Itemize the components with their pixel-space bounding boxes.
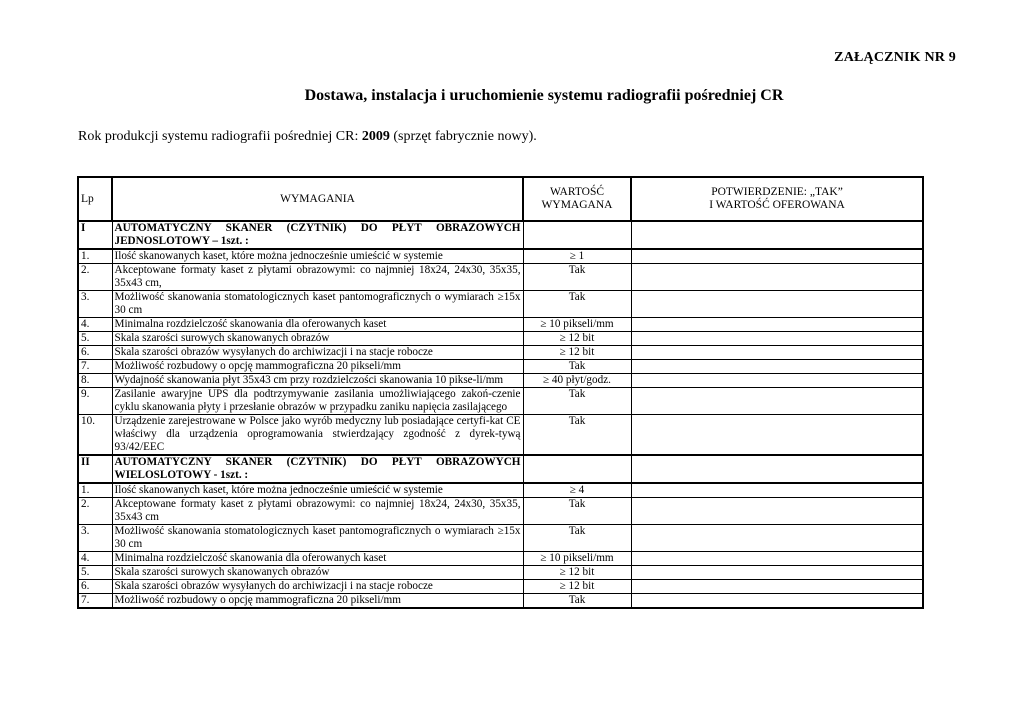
- row-required-value: Tak: [523, 525, 631, 552]
- row-requirement: Zasilanie awaryjne UPS dla podtrzymywanie zasilania umożliwiającego zakoń-czenie cyklu skanowania płyty i przesłanie obrazów w przypadku zaniku napięcia zasilającego: [112, 388, 523, 415]
- row-number: 5.: [78, 332, 112, 346]
- row-requirement: Urządzenie zarejestrowane w Polsce jako wyrób medyczny lub posiadające certyfi-kat CE właściwy dla urządzenia oprogramowania stwierdzający zgodność z dyrek-tywą 93/42/EEC: [112, 415, 523, 456]
- row-required-value: [523, 455, 631, 483]
- row-number: 1.: [78, 483, 112, 498]
- row-number: 9.: [78, 388, 112, 415]
- row-number: 3.: [78, 291, 112, 318]
- header-required-value: [523, 177, 631, 221]
- table-body: [78, 221, 923, 608]
- row-required-value: Tak: [523, 264, 631, 291]
- table-row: [78, 318, 923, 332]
- row-number: 8.: [78, 374, 112, 388]
- page-title: Dostawa, instalacja i uruchomienie systemu radiografii pośredniej CR: [304, 87, 784, 104]
- row-confirmation-cell[interactable]: [631, 594, 923, 609]
- header-confirm-line2: I WARTOŚĆ OFEROWANA: [709, 199, 845, 211]
- table-row: [78, 415, 923, 456]
- row-confirmation-cell[interactable]: [631, 552, 923, 566]
- row-confirmation-cell[interactable]: [631, 415, 923, 456]
- row-required-value: ≥ 10 pikseli/mm: [523, 318, 631, 332]
- row-requirement: AUTOMATYCZNY SKANER (CZYTNIK) DO PŁYT OBRAZOWYCH WIELOSLOTOWY - 1szt. :: [112, 455, 523, 483]
- row-requirement: Możliwość rozbudowy o opcję mammograficzna 20 pikseli/mm: [112, 360, 523, 374]
- row-confirmation-cell[interactable]: [631, 291, 923, 318]
- requirements-table: [77, 176, 924, 609]
- row-required-value: ≥ 4: [523, 483, 631, 498]
- row-requirement: Minimalna rozdzielczość skanowania dla oferowanych kaset: [112, 318, 523, 332]
- row-required-value: ≥ 12 bit: [523, 332, 631, 346]
- row-requirement: Ilość skanowanych kaset, które można jednocześnie umieścić w systemie: [112, 483, 523, 498]
- row-number: 4.: [78, 318, 112, 332]
- row-number: 7.: [78, 594, 112, 609]
- row-confirmation-cell[interactable]: [631, 332, 923, 346]
- row-requirement: Skala szarości obrazów wysyłanych do archiwizacji i na stacje robocze: [112, 580, 523, 594]
- row-number: 1.: [78, 249, 112, 264]
- table-row: [78, 483, 923, 498]
- table-row: [78, 552, 923, 566]
- row-required-value: Tak: [523, 594, 631, 609]
- annex-label: ZAŁĄCZNIK NR 9: [834, 50, 956, 65]
- row-confirmation-cell[interactable]: [631, 221, 923, 249]
- row-confirmation-cell[interactable]: [631, 374, 923, 388]
- header-confirm-line1: POTWIERDZENIE: „TAK”: [711, 186, 843, 198]
- row-requirement: Skala szarości surowych skanowanych obrazów: [112, 566, 523, 580]
- row-number: 2.: [78, 498, 112, 525]
- row-requirement: Możliwość skanowania stomatologicznych kaset pantomograficznych o wymiarach ≥15x 30 cm: [112, 525, 523, 552]
- section-row: [78, 455, 923, 483]
- row-required-value: Tak: [523, 415, 631, 456]
- section-row: [78, 221, 923, 249]
- row-confirmation-cell[interactable]: [631, 318, 923, 332]
- row-requirement: Akceptowane formaty kaset z płytami obrazowymi: co najmniej 18x24, 24x30, 35x35, 35x43 cm,: [112, 264, 523, 291]
- row-confirmation-cell[interactable]: [631, 580, 923, 594]
- table-row: [78, 346, 923, 360]
- header-value-line2: WYMAGANA: [541, 199, 613, 211]
- row-confirmation-cell[interactable]: [631, 483, 923, 498]
- row-requirement: Możliwość rozbudowy o opcję mammograficzna 20 pikseli/mm: [112, 594, 523, 609]
- row-number: 3.: [78, 525, 112, 552]
- row-requirement: Wydajność skanowania płyt 35x43 cm przy rozdzielczości skanowania 10 pikse-li/mm: [112, 374, 523, 388]
- production-year-line: [78, 129, 537, 145]
- table-row: [78, 594, 923, 609]
- row-requirement: Możliwość skanowania stomatologicznych kaset pantomograficznych o wymiarach ≥15x 30 cm: [112, 291, 523, 318]
- row-required-value: Tak: [523, 388, 631, 415]
- row-requirement: Ilość skanowanych kaset, które można jednocześnie umieścić w systemie: [112, 249, 523, 264]
- row-number: 6.: [78, 346, 112, 360]
- row-confirmation-cell[interactable]: [631, 525, 923, 552]
- table-row: [78, 388, 923, 415]
- row-required-value: ≥ 12 bit: [523, 580, 631, 594]
- table-row: [78, 249, 923, 264]
- table-row: [78, 566, 923, 580]
- header-confirmation: [631, 177, 923, 221]
- table-row: [78, 264, 923, 291]
- row-number: 4.: [78, 552, 112, 566]
- row-confirmation-cell[interactable]: [631, 388, 923, 415]
- table-header-row: [78, 177, 923, 221]
- row-confirmation-cell[interactable]: [631, 346, 923, 360]
- header-requirements: WYMAGANIA: [112, 177, 523, 221]
- production-year-suffix: (sprzęt fabrycznie nowy).: [389, 129, 537, 144]
- row-requirement: Akceptowane formaty kaset z płytami obrazowymi: co najmniej 18x24, 24x30, 35x35, 35x43 cm: [112, 498, 523, 525]
- row-confirmation-cell[interactable]: [631, 566, 923, 580]
- row-required-value: ≥ 12 bit: [523, 566, 631, 580]
- table-row: [78, 291, 923, 318]
- row-number: 7.: [78, 360, 112, 374]
- table-row: [78, 498, 923, 525]
- production-year-prefix: Rok produkcji systemu radiografii pośredniej CR:: [78, 129, 362, 144]
- row-required-value: ≥ 10 pikseli/mm: [523, 552, 631, 566]
- row-number: 6.: [78, 580, 112, 594]
- row-requirement: Skala szarości surowych skanowanych obrazów: [112, 332, 523, 346]
- row-required-value: ≥ 12 bit: [523, 346, 631, 360]
- row-requirement: Skala szarości obrazów wysyłanych do archiwizacji i na stacje robocze: [112, 346, 523, 360]
- table-row: [78, 374, 923, 388]
- row-required-value: Tak: [523, 291, 631, 318]
- row-number: 5.: [78, 566, 112, 580]
- production-year-value: 2009: [361, 129, 390, 144]
- table-row: [78, 580, 923, 594]
- row-number: 2.: [78, 264, 112, 291]
- row-requirement: Minimalna rozdzielczość skanowania dla oferowanych kaset: [112, 552, 523, 566]
- row-number: I: [78, 221, 112, 249]
- row-number: II: [78, 455, 112, 483]
- row-requirement: AUTOMATYCZNY SKANER (CZYTNIK) DO PŁYT OBRAZOWYCH JEDNOSLOTOWY – 1szt. :: [112, 221, 523, 249]
- row-confirmation-cell[interactable]: [631, 455, 923, 483]
- header-lp: Lp: [78, 177, 112, 221]
- header-value-line1: WARTOŚĆ: [549, 186, 605, 198]
- row-required-value: Tak: [523, 498, 631, 525]
- row-required-value: Tak: [523, 360, 631, 374]
- row-confirmation-cell[interactable]: [631, 498, 923, 525]
- row-required-value: [523, 221, 631, 249]
- table-row: [78, 525, 923, 552]
- row-confirmation-cell[interactable]: [631, 264, 923, 291]
- row-confirmation-cell[interactable]: [631, 249, 923, 264]
- row-confirmation-cell[interactable]: [631, 360, 923, 374]
- table-row: [78, 332, 923, 346]
- row-required-value: ≥ 1: [523, 249, 631, 264]
- row-number: 10.: [78, 415, 112, 456]
- row-required-value: ≥ 40 płyt/godz.: [523, 374, 631, 388]
- table-row: [78, 360, 923, 374]
